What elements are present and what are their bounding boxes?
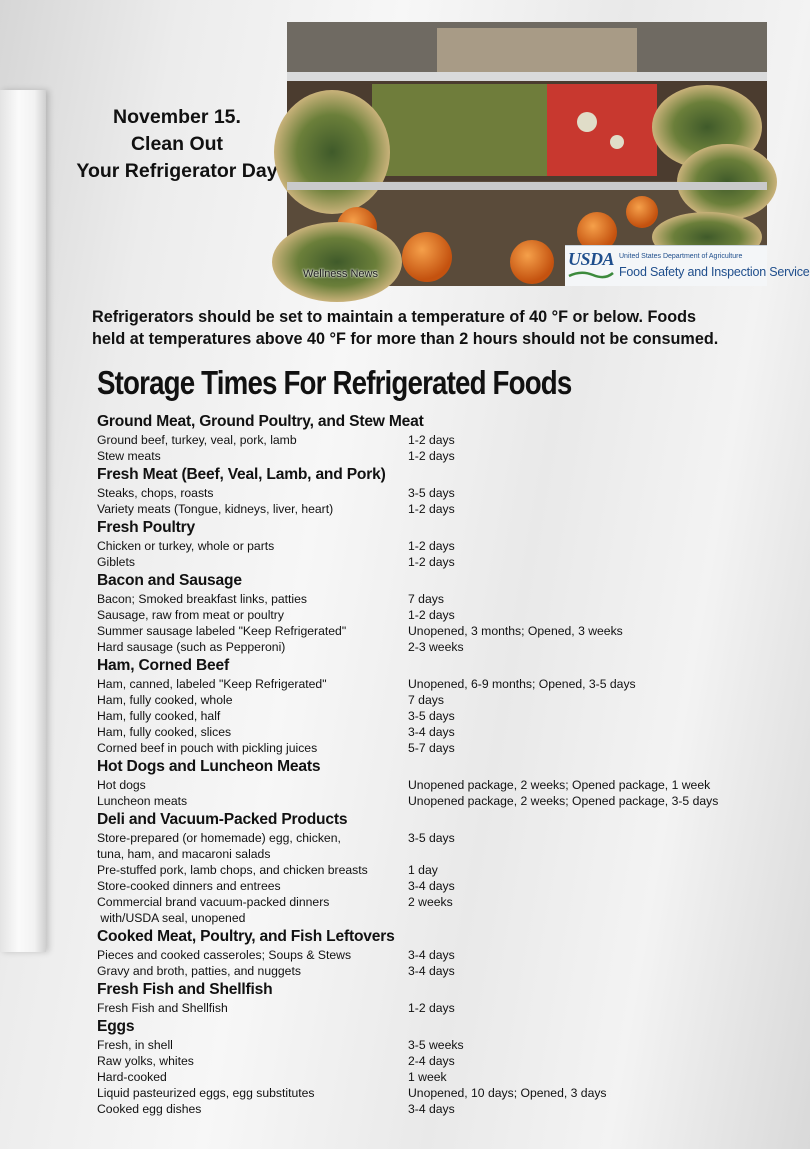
storage-time: 1-2 days	[408, 449, 455, 463]
storage-time: 1-2 days	[408, 555, 455, 569]
food-item: Fresh, in shell	[97, 1038, 173, 1052]
food-category-section	[97, 1017, 787, 1117]
food-item: Liquid pasteurized eggs, egg substitutes	[97, 1086, 315, 1100]
storage-time: 3-4 days	[408, 725, 455, 739]
food-item: Raw yolks, whites	[97, 1054, 194, 1068]
storage-row	[97, 676, 787, 692]
food-item: Fresh Fish and Shellfish	[97, 1001, 228, 1015]
usda-logo: USDA	[568, 249, 615, 269]
food-item: Ham, fully cooked, whole	[97, 693, 233, 707]
category-title: Fresh Fish and Shellfish	[97, 981, 273, 998]
storage-time: 7 days	[408, 592, 444, 606]
food-item: tuna, ham, and macaroni salads	[97, 847, 271, 861]
food-category-section	[97, 757, 787, 809]
storage-row	[97, 501, 787, 517]
notice-line: Refrigerators should be set to maintain a temperature of 40 °F or below. Foods	[92, 308, 697, 326]
storage-time: 5-7 days	[408, 741, 455, 755]
page-title: Storage Times For Refrigerated Foods	[97, 364, 572, 401]
storage-row	[97, 793, 787, 809]
storage-time: 3-4 days	[408, 1102, 455, 1116]
storage-row	[97, 830, 787, 846]
refrigerator-door-handle	[0, 90, 46, 952]
food-item: Pieces and cooked casseroles; Soups & Stews	[97, 948, 352, 962]
storage-time: Unopened package, 2 weeks; Opened package, 3-5 days	[408, 794, 719, 808]
food-item: Hard sausage (such as Pepperoni)	[97, 640, 286, 654]
food-item: Stew meats	[97, 449, 161, 463]
headline-line: Your Refrigerator Day	[76, 160, 278, 182]
food-item: Sausage, raw from meat or poultry	[97, 608, 284, 622]
food-item: Ham, fully cooked, half	[97, 709, 221, 723]
food-category-section	[97, 518, 787, 570]
food-item: Chicken or turkey, whole or parts	[97, 539, 275, 553]
food-item: Commercial brand vacuum-packed dinners	[97, 895, 330, 909]
headline-line: November 15.	[113, 106, 241, 128]
storage-time: 1 week	[408, 1070, 447, 1084]
storage-row	[97, 607, 787, 623]
food-category-section	[97, 810, 787, 926]
storage-row	[97, 623, 787, 639]
food-item: Store-cooked dinners and entrees	[97, 879, 281, 893]
storage-row	[97, 1085, 787, 1101]
storage-time: 1-2 days	[408, 1001, 455, 1015]
category-title: Cooked Meat, Poultry, and Fish Leftovers	[97, 928, 395, 945]
category-title: Ham, Corned Beef	[97, 657, 229, 674]
category-title: Hot Dogs and Luncheon Meats	[97, 758, 321, 775]
food-item: Steaks, chops, roasts	[97, 486, 214, 500]
headline	[66, 104, 288, 185]
food-item: Hard-cooked	[97, 1070, 167, 1084]
storage-row	[97, 485, 787, 501]
storage-time: 2-3 weeks	[408, 640, 464, 654]
storage-time: 7 days	[408, 693, 444, 707]
storage-time: 1-2 days	[408, 539, 455, 553]
storage-row	[97, 1069, 787, 1085]
food-item: Summer sausage labeled "Keep Refrigerated"	[97, 624, 347, 638]
storage-row	[97, 538, 787, 554]
food-item: Hot dogs	[97, 778, 146, 792]
temperature-notice	[92, 306, 732, 350]
storage-row	[97, 910, 787, 926]
food-item: Ground beef, turkey, veal, pork, lamb	[97, 433, 297, 447]
storage-row	[97, 639, 787, 655]
storage-row	[97, 777, 787, 793]
storage-row	[97, 963, 787, 979]
storage-time: 3-5 days	[408, 709, 455, 723]
storage-row	[97, 448, 787, 464]
food-category-section	[97, 656, 787, 756]
storage-time: Unopened, 6-9 months; Opened, 3-5 days	[408, 677, 636, 691]
storage-row	[97, 692, 787, 708]
storage-time: 1 day	[408, 863, 438, 877]
storage-row	[97, 1101, 787, 1117]
storage-times-table	[97, 411, 787, 1117]
storage-row	[97, 894, 787, 910]
storage-row	[97, 724, 787, 740]
notice-line: held at temperatures above 40 °F for more than 2 hours should not be consumed.	[92, 330, 719, 348]
category-title: Deli and Vacuum-Packed Products	[97, 811, 348, 828]
storage-time: Unopened package, 2 weeks; Opened package, 1 week	[408, 778, 711, 792]
storage-time: 1-2 days	[408, 502, 455, 516]
storage-row	[97, 1053, 787, 1069]
storage-time: 2-4 days	[408, 1054, 455, 1068]
storage-row	[97, 878, 787, 894]
category-title: Eggs	[97, 1018, 135, 1035]
storage-time: 3-5 days	[408, 831, 455, 845]
storage-time: 3-4 days	[408, 964, 455, 978]
storage-row	[97, 432, 787, 448]
usda-fsis-banner	[565, 245, 810, 286]
food-item: Cooked egg dishes	[97, 1102, 202, 1116]
moldy-refrigerator-photo	[287, 22, 810, 286]
headline-line: Clean Out	[130, 133, 224, 155]
food-item: Store-prepared (or homemade) egg, chicken,	[97, 831, 341, 845]
storage-time: Unopened, 3 months; Opened, 3 weeks	[408, 624, 623, 638]
usda-department-name: United States Department of Agriculture	[619, 253, 743, 260]
wellness-news-watermark: Wellness News	[303, 268, 378, 280]
food-item: Variety meats (Tongue, kidneys, liver, heart)	[97, 502, 334, 516]
storage-row	[97, 554, 787, 570]
food-item: Ham, fully cooked, slices	[97, 725, 232, 739]
food-item: Corned beef in pouch with pickling juices	[97, 741, 318, 755]
food-category-section	[97, 571, 787, 655]
storage-row	[97, 846, 787, 862]
category-title: Bacon and Sausage	[97, 572, 242, 589]
storage-time: 1-2 days	[408, 433, 455, 447]
storage-time: 2 weeks	[408, 895, 453, 909]
storage-time: 3-4 days	[408, 948, 455, 962]
storage-time: 3-5 weeks	[408, 1038, 464, 1052]
storage-time: 3-5 days	[408, 486, 455, 500]
food-item: Luncheon meats	[97, 794, 188, 808]
food-category-section	[97, 412, 787, 464]
food-item: Giblets	[97, 555, 135, 569]
storage-row	[97, 1037, 787, 1053]
food-item: Gravy and broth, patties, and nuggets	[97, 964, 301, 978]
food-item: Ham, canned, labeled "Keep Refrigerated"	[97, 677, 327, 691]
food-item: Bacon; Smoked breakfast links, patties	[97, 592, 308, 606]
food-item: Pre-stuffed pork, lamb chops, and chicken breasts	[97, 863, 368, 877]
storage-time: Unopened, 10 days; Opened, 3 days	[408, 1086, 607, 1100]
storage-row	[97, 862, 787, 878]
storage-time: 3-4 days	[408, 879, 455, 893]
food-category-section	[97, 927, 787, 979]
storage-row	[97, 740, 787, 756]
storage-row	[97, 947, 787, 963]
category-title: Fresh Meat (Beef, Veal, Lamb, and Pork)	[97, 466, 386, 483]
storage-time: 1-2 days	[408, 608, 455, 622]
usda-swoosh-icon	[567, 270, 615, 280]
category-title: Fresh Poultry	[97, 519, 195, 536]
food-category-section	[97, 980, 787, 1016]
storage-row	[97, 708, 787, 724]
food-item: with/USDA seal, unopened	[97, 911, 246, 925]
category-title: Ground Meat, Ground Poultry, and Stew Meat	[97, 413, 424, 430]
fsis-name: Food Safety and Inspection Service	[619, 265, 810, 279]
storage-row	[97, 1000, 787, 1016]
food-category-section	[97, 465, 787, 517]
storage-row	[97, 591, 787, 607]
